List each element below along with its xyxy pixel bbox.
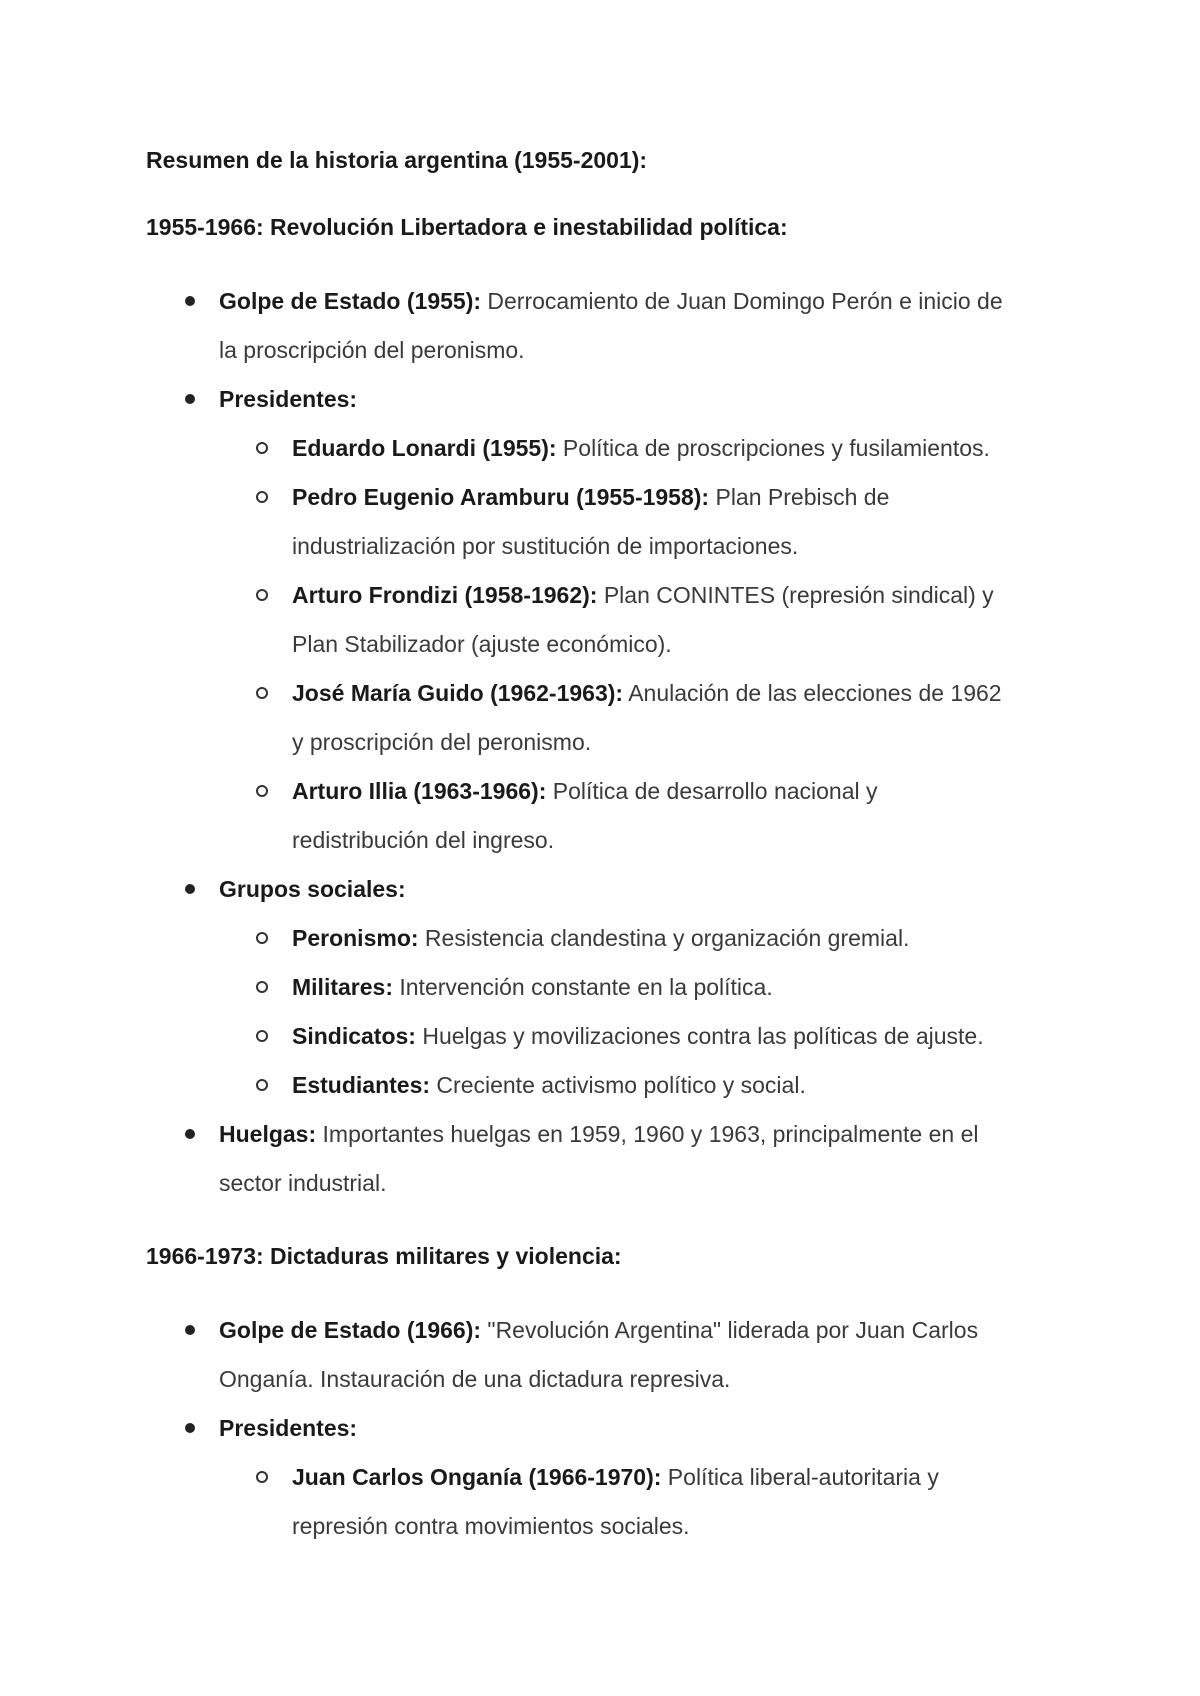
presidentes-label: Presidentes: xyxy=(219,386,358,412)
circle-bullet-icon xyxy=(256,1471,268,1483)
document-title: Resumen de la historia argentina (1955-2001): xyxy=(146,147,648,173)
golpe-1966-line1: Golpe de Estado (1966): "Revolución Argentina" liderada por Juan Carlos xyxy=(219,1317,979,1343)
bullet-icon xyxy=(185,394,195,404)
section-1955-1966-heading: 1955-1966: Revolución Libertadora e inestabilidad política: xyxy=(146,214,788,240)
circle-bullet-icon xyxy=(256,932,268,944)
golpe-1955-line2: la proscripción del peronismo. xyxy=(219,337,525,363)
president-illia-line2: redistribución del ingreso. xyxy=(292,827,555,853)
president-lonardi: Eduardo Lonardi (1955): Política de proscripciones y fusilamientos. xyxy=(292,435,990,461)
golpe-1966-line2: Onganía. Instauración de una dictadura represiva. xyxy=(219,1366,731,1392)
circle-bullet-icon xyxy=(256,1079,268,1091)
bullet-icon xyxy=(185,296,195,306)
president-aramburu: Pedro Eugenio Aramburu (1955-1958): Plan Prebisch de xyxy=(292,484,890,510)
grupo-militares: Militares: Intervención constante en la política. xyxy=(292,974,773,1000)
grupo-estudiantes: Estudiantes: Creciente activismo político y social. xyxy=(292,1072,806,1098)
circle-bullet-icon xyxy=(256,589,268,601)
circle-bullet-icon xyxy=(256,1030,268,1042)
president-frondizi: Arturo Frondizi (1958-1962): Plan CONINTES (represión sindical) y xyxy=(292,582,994,608)
circle-bullet-icon xyxy=(256,491,268,503)
bullet-icon xyxy=(185,884,195,894)
bullet-icon xyxy=(185,1423,195,1433)
presidentes-label-2: Presidentes: xyxy=(219,1415,358,1441)
president-guido-line2: y proscripción del peronismo. xyxy=(292,729,592,755)
president-frondizi-line2: Plan Stabilizador (ajuste económico). xyxy=(292,631,672,657)
golpe-1955-line1 xyxy=(219,286,1003,316)
grupo-peronismo: Peronismo: Resistencia clandestina y organización gremial. xyxy=(292,925,910,951)
president-ongania: Juan Carlos Onganía (1966-1970): Política liberal-autoritaria y xyxy=(292,1464,939,1490)
president-ongania-line2: represión contra movimientos sociales. xyxy=(292,1513,690,1539)
section-1966-1973-heading: 1966-1973: Dictaduras militares y violencia: xyxy=(146,1243,622,1269)
bullet-icon xyxy=(185,1325,195,1335)
circle-bullet-icon xyxy=(256,785,268,797)
grupo-sindicatos: Sindicatos: Huelgas y movilizaciones contra las políticas de ajuste. xyxy=(292,1023,984,1049)
huelgas-line1: Huelgas: Importantes huelgas en 1959, 1960 y 1963, principalmente en el xyxy=(219,1121,979,1147)
huelgas-line2: sector industrial. xyxy=(219,1170,387,1196)
president-illia: Arturo Illia (1963-1966): Política de desarrollo nacional y xyxy=(292,778,878,804)
golpe-1955-text: Derrocamiento de Juan Domingo Perón e inicio de xyxy=(481,288,1003,314)
golpe-1955-label: Golpe de Estado (1955): xyxy=(219,288,482,314)
circle-bullet-icon xyxy=(256,687,268,699)
circle-bullet-icon xyxy=(256,442,268,454)
president-aramburu-line2: industrialización por sustitución de importaciones. xyxy=(292,533,799,559)
bullet-icon xyxy=(185,1129,195,1139)
president-guido: José María Guido (1962-1963): Anulación de las elecciones de 1962 xyxy=(292,680,1002,706)
grupos-sociales-label: Grupos sociales: xyxy=(219,876,406,902)
circle-bullet-icon xyxy=(256,981,268,993)
